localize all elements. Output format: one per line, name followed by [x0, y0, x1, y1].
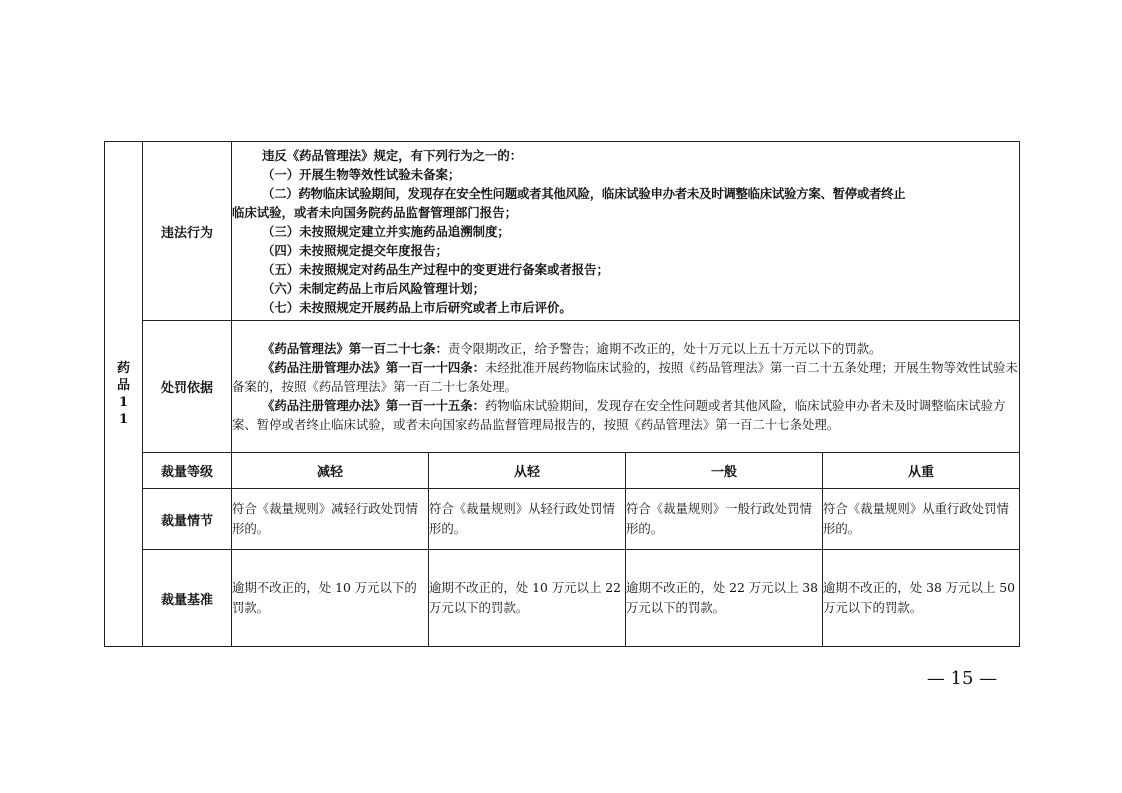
basis-paragraph — [232, 396, 1019, 434]
standard-cell: 逾期不改正的，处 10 万元以下的罚款。 — [232, 550, 429, 647]
law-text: 责令限期改正，给予警告；逾期不改正的，处十万元以上五十万元以下的罚款。 — [447, 341, 882, 356]
item-side-label: 药品11 — [105, 142, 143, 647]
standard-row — [105, 550, 1020, 647]
grade-level: 一般 — [626, 453, 823, 489]
basis-row — [105, 321, 1020, 453]
violation-line: 临床试验，或者未向国务院药品监督管理部门报告； — [232, 204, 517, 220]
circumstance-cell: 符合《裁量规则》从重行政处罚情形的。 — [823, 489, 1020, 550]
law-text: 药物临床试验期间，发现存在安全性问题或者其他风险，临床试验申办者未及时调整临床试验方案、暂停或者终止临床试验，或者未向国家药品监督管理局报告的，按照《药品管理法》第一百二十七条处理。 — [232, 398, 1006, 432]
grade-level: 从轻 — [429, 453, 626, 489]
circumstance-cell: 符合《裁量规则》减轻行政处罚情形的。 — [232, 489, 429, 550]
grade-level: 从重 — [823, 453, 1020, 489]
violation-row — [105, 142, 1020, 321]
standard-label: 裁量基准 — [143, 550, 232, 647]
grade-level: 减轻 — [232, 453, 429, 489]
basis-content — [232, 321, 1020, 453]
violation-line: （二）药物临床试验期间，发现存在安全性问题或者其他风险，临床试验申办者未及时调整临床试验方案、暂停或者终止 — [262, 185, 906, 201]
standard-cell: 逾期不改正的，处 38 万元以上 50 万元以下的罚款。 — [823, 550, 1020, 647]
basis-paragraph — [232, 339, 1019, 358]
circumstance-cell: 符合《裁量规则》一般行政处罚情形的。 — [626, 489, 823, 550]
penalty-table — [104, 141, 1020, 647]
standard-cell: 逾期不改正的，处 22 万元以上 38 万元以下的罚款。 — [626, 550, 823, 647]
violation-line: （五）未按照规定对药品生产过程中的变更进行备案或者报告； — [262, 261, 609, 277]
standard-cell: 逾期不改正的，处 10 万元以上 22 万元以下的罚款。 — [429, 550, 626, 647]
circumstance-cell: 符合《裁量规则》从轻行政处罚情形的。 — [429, 489, 626, 550]
violation-line: 违反《药品管理法》规定，有下列行为之一的： — [262, 147, 523, 163]
grade-row — [105, 453, 1020, 489]
violation-line: （四）未按照规定提交年度报告； — [262, 242, 448, 258]
page-number: — 15 — — [926, 668, 998, 689]
violation-line: （六）未制定药品上市后风险管理计划； — [262, 280, 486, 296]
law-text: 未经批准开展药物临床试验的，按照《药品管理法》第一百二十五条处理；开展生物等效性试验未备案的，按照《药品管理法》第一百二十七条处理。 — [232, 360, 1018, 394]
violation-content — [232, 142, 1020, 321]
basis-label: 处罚依据 — [143, 321, 232, 453]
circumstance-label: 裁量情节 — [143, 489, 232, 550]
circumstance-row — [105, 489, 1020, 550]
basis-paragraph — [232, 358, 1019, 396]
law-citation: 《药品注册管理办法》第一百一十五条： — [262, 398, 486, 413]
violation-line: （七）未按照规定开展药品上市后研究或者上市后评价。 — [262, 299, 572, 315]
law-citation: 《药品注册管理办法》第一百一十四条： — [262, 360, 486, 375]
grade-label: 裁量等级 — [143, 453, 232, 489]
violation-label: 违法行为 — [143, 142, 232, 321]
law-citation: 《药品管理法》第一百二十七条： — [262, 341, 448, 356]
violation-line: （一）开展生物等效性试验未备案； — [262, 166, 461, 182]
violation-line: （三）未按照规定建立并实施药品追溯制度； — [262, 223, 510, 239]
